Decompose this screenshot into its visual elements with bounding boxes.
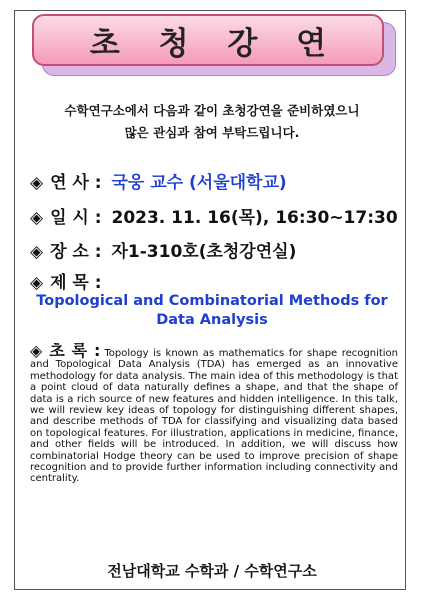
diamond-bullet-icon: ◈ (30, 208, 44, 228)
abstract-text: Topology is known as mathematics for shape recognition and Topological Data Analysis (TDA) has emerged as an innovative methodology for data analysis. The main idea of this methodology is that a point cloud of data naturally defines a shape, and that the shape of data is a rich source of new features and hidden intelligence. In this talk, we will review key ideas of topology for distinguishing different shapes, and describe methods of TDA for classifying and visualizing data based on topological features. For illustration, applications in medicine, finance, and other fields will be introduced. In addition, we will discuss how combinatorial Hodge theory can be used to improve precision of shape recognition and to provide further information including connectivity and centrality. (30, 348, 399, 485)
speaker-row (30, 168, 287, 193)
title-row (30, 268, 106, 293)
speaker-value: 국웅 교수 (서울대학교) (111, 173, 287, 193)
intro-text (30, 100, 394, 144)
place-row (30, 237, 296, 262)
talk-title: Topological and Combinatorial Methods for Data Analysis (36, 293, 388, 328)
abstract-label: 초 록 : (49, 341, 101, 360)
speaker-label: 연 사 : (50, 173, 102, 193)
title-banner (32, 14, 384, 66)
diamond-bullet-icon: ◈ (30, 242, 44, 262)
date-label: 일 시 : (50, 208, 102, 228)
diamond-bullet-icon: ◈ (30, 341, 43, 360)
banner-title: 초 청 강 연 (89, 25, 341, 62)
diamond-bullet-icon: ◈ (30, 173, 44, 193)
intro-line-2: 많은 관심과 참여 부탁드립니다. (124, 125, 300, 140)
place-value: 자1-310호(초청강연실) (111, 242, 297, 262)
date-row (30, 203, 398, 228)
diamond-bullet-icon: ◈ (30, 273, 44, 293)
intro-line-1: 수학연구소에서 다음과 같이 초청강연을 준비하였으니 (64, 103, 360, 118)
abstract-head (30, 341, 100, 360)
place-label: 장 소 : (50, 242, 102, 262)
date-value: 2023. 11. 16(목), 16:30~17:30 (111, 208, 398, 228)
title-label: 제 목 : (50, 273, 102, 293)
abstract-block (30, 341, 399, 485)
footer-text: 전남대학교 수학과 / 수학연구소 (107, 562, 317, 580)
